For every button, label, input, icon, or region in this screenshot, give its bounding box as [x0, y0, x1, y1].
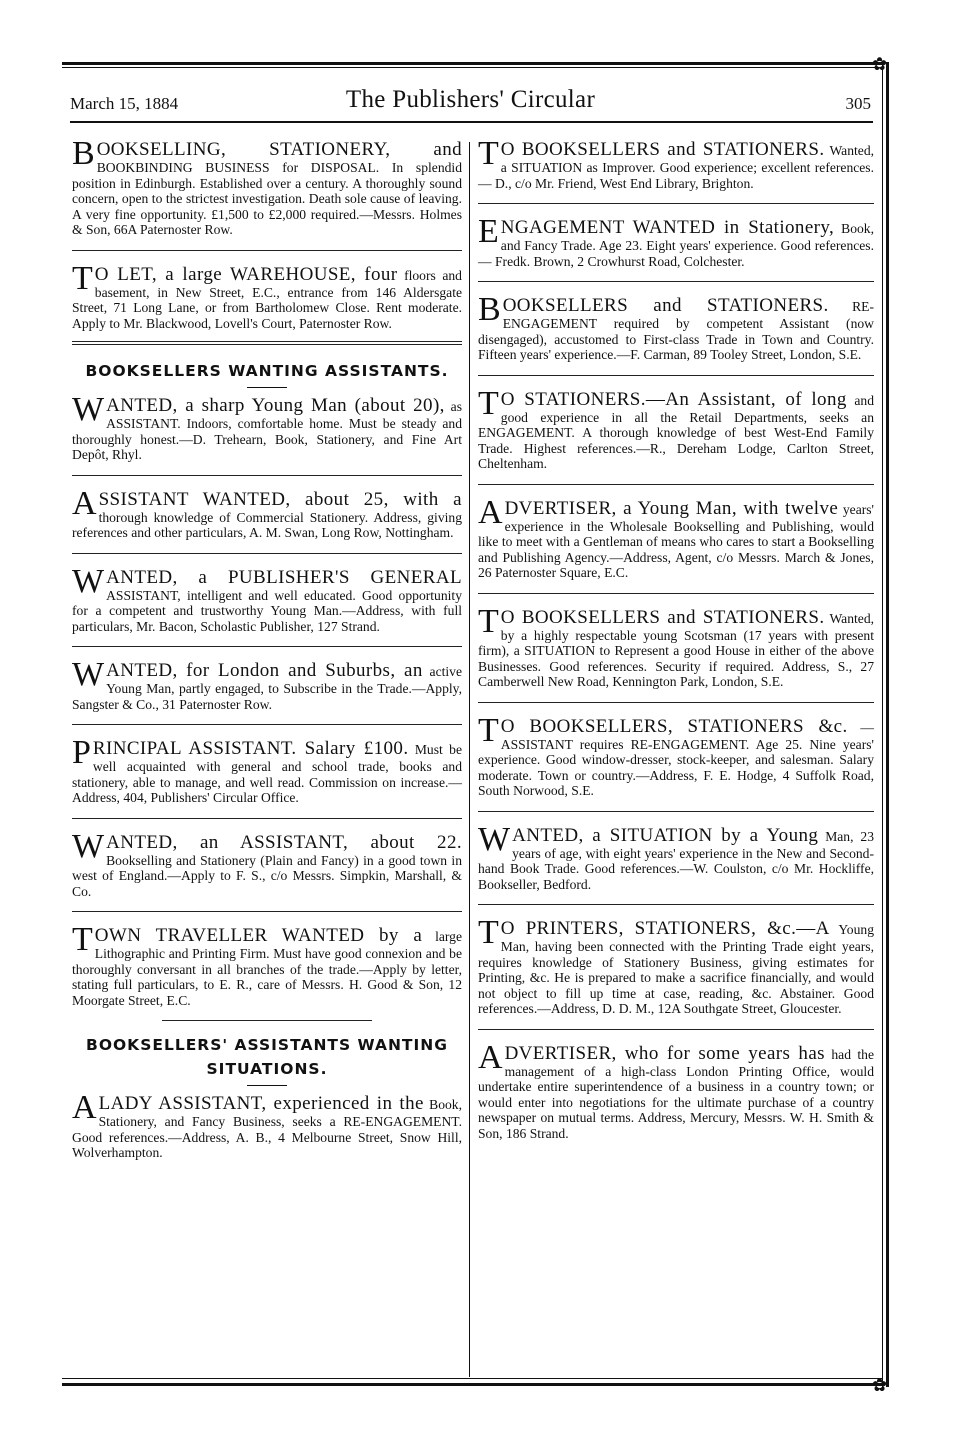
advertisement [478, 1038, 874, 1142]
section-dash [247, 387, 287, 388]
drop-cap: T [72, 259, 93, 297]
drop-cap: T [478, 135, 499, 172]
drop-cap: B [72, 135, 95, 172]
drop-cap: T [478, 711, 499, 749]
drop-cap: W [72, 562, 105, 600]
ad-headline: O STATIONERS.—An Assistant, of long [500, 388, 847, 410]
ad-headline: O BOOKSELLERS, STATIONERS &c. [500, 715, 848, 737]
drop-cap: A [72, 484, 97, 522]
drop-cap: E [478, 213, 499, 250]
advertisement [72, 259, 462, 332]
ad-body: Bookselling and Stationery (Plain and Fancy) in a good town in west of England.—Apply to F. S., c/o Messrs. Simpkin, Marshall, & Co. [72, 852, 462, 899]
ad-headline: ANTED, a SITUATION by a Young [512, 824, 819, 846]
ad-body: Must be well acquainted with general and school trade, books and stationery, able to manage, and well read. Commission on increase.—Address, 404, Publishers' Circular Office. [72, 742, 462, 805]
bottom-border-rule-thin [62, 1378, 883, 1379]
advertisement [478, 711, 874, 799]
top-border-rule-thin [62, 67, 883, 68]
separator-rule [72, 818, 462, 819]
separator-rule [478, 593, 874, 594]
drop-cap: A [72, 1089, 97, 1126]
issue-date: March 15, 1884 [70, 94, 179, 113]
left-column [72, 135, 462, 1161]
section-heading-situations-line2: SITUATIONS. [206, 1060, 328, 1078]
section-heading-situations-line1: BOOKSELLERS' ASSISTANTS WANTING [86, 1036, 448, 1054]
drop-cap: P [72, 734, 91, 771]
right-column [478, 135, 875, 1141]
ad-body: Book, and Fancy Trade. Age 23. Eight years' experience. Good references. — Fredk. Brown, 2 Crowhurst Road, Colchester. [478, 221, 874, 269]
ad-headline: O BOOKSELLERS and STATIONERS. [500, 139, 825, 160]
ad-body: Wanted, by a highly respectable young Scotsman (17 years with present firm), a SITUATION to Represent a good House in either of the above Businesses. Good references. Security if required. Address, S., 27 Camberwell New Road, Kennington Park, London, S.E. [478, 610, 875, 689]
page-header [70, 86, 871, 116]
drop-cap: T [478, 602, 499, 640]
separator-rule [72, 646, 462, 647]
advertisement [478, 291, 875, 363]
ad-headline: O BOOKSELLERS and STATIONERS. [500, 606, 825, 628]
ad-body: large Lithographic and Printing Firm. Must have good connexion and be thoroughly conversant in all branches of the trade.—Apply by letter, stating full particulars, to E. R., care of Messrs. H. Good & Son, 12 Moorgate Street, E.C. [72, 929, 462, 1008]
ad-headline: OWN TRAVELLER WANTED by a [94, 925, 423, 946]
ad-headline: RINCIPAL ASSISTANT. Salary £100. [92, 738, 409, 759]
advertisement [72, 734, 462, 806]
advertisement [72, 562, 462, 635]
separator-rule [478, 281, 874, 282]
ad-headline: ANTED, for London and Suburbs, an [106, 660, 423, 681]
bottom-border-rule [62, 1383, 883, 1386]
separator-rule [478, 375, 874, 376]
ad-body: Wanted, a SITUATION as Improver. Good experience; excellent references.— D., c/o Mr. Friend, West End Library, Brighton. [478, 143, 875, 191]
ad-headline: O LET, a large WAREHOUSE, four [94, 263, 398, 285]
drop-cap: B [478, 291, 501, 328]
separator-rule [478, 904, 874, 905]
separator-rule [478, 702, 874, 703]
ad-headline: ANTED, an ASSISTANT, about 22. [106, 831, 462, 853]
top-border-rule [62, 62, 883, 65]
advertisement [478, 820, 874, 893]
advertisement [478, 213, 874, 269]
ad-body: ASSISTANT, intelligent and well educated. Good opportunity for a competent and trustworthy Young Man.—Address, with full particulars, Mr. Bacon, Scholastic Publisher, 127 Strand. [72, 587, 462, 634]
page-number: 305 [845, 94, 871, 113]
ad-headline: DVERTISER, a Young Man, with twelve [504, 497, 839, 519]
ad-body: as ASSISTANT. Indoors, comfortable home. Must be steady and thoroughly honest.—D. Trehearn, Book, Stationery, and Fine Art Depôt, Rhyl. [72, 399, 462, 462]
advertisement [72, 1089, 462, 1161]
drop-cap: A [478, 493, 503, 531]
drop-cap: T [478, 384, 499, 422]
right-border-rule [886, 62, 889, 1387]
separator-rule [478, 811, 874, 812]
ad-body: —ASSISTANT requires RE-ENGAGEMENT. Age 25. Nine years' experience. Good window-dresser, stock-keeper, and salesman. Salary moderate. Town or country.—Address, F. E. Hodge, 4 Suffolk Road, South Norwood, S.E. [478, 719, 874, 798]
drop-cap: W [72, 827, 105, 865]
separator-rule [72, 475, 462, 476]
advertisement [72, 484, 462, 541]
advertisement [478, 135, 875, 191]
separator-rule [162, 1020, 372, 1021]
advertisement [72, 921, 462, 1008]
ad-body: Man, 23 years of age, with eight years' experience in the New and Second-hand Book Trade. Good references.—W. Coulston, c/o Mr. Hockliffe, Bookseller, Bedford. [478, 828, 874, 892]
column-divider [469, 142, 470, 1377]
ad-headline: ANTED, a sharp Young Man (about 20), [106, 395, 445, 416]
ad-body: Book, Stationery, and Fancy Business, seeks a RE-ENGAGEMENT. Good references.—Address, A. B., 4 Melbourne Street, Snow Hill, Wolverhampton. [72, 1097, 462, 1160]
advertisement [478, 602, 875, 690]
drop-cap: W [478, 820, 511, 858]
corner-ornament-icon: ✿ [872, 1375, 888, 1395]
drop-cap: T [478, 914, 499, 951]
corner-ornament-icon: ✿ [872, 54, 888, 74]
ad-headline: OOKSELLERS and STATIONERS. [502, 295, 829, 316]
ad-body: Young Man, having been connected with the Printing Trade eight years, requires knowledge of Stationery Business, giving estimates for Printing, &c. He is prepared to make a sacrifice financially, and would not object to fill up time at case, reading, &c. Abstainer. Good references.—Address, D. D. M., 12A Southgate Street, Gloucester. [478, 922, 874, 1016]
ad-body: and good experience in all the Retail Departments, seeks an ENGAGEMENT. A thorough knowledge of best West-End Family Trade. Highest references.—R., Dereham Lodge, Carlton Street, Cheltenham. [478, 392, 874, 471]
separator-rule [72, 250, 462, 251]
ad-body: RE-ENGAGEMENT required by competent Assistant (now disengaged), accustomed to First-class Trade in Town and Country. Fifteen years' experience.—F. Carman, 89 Tooley Street, London, S.E. [478, 299, 875, 362]
advertisement [478, 914, 874, 1017]
separator-rule [478, 484, 874, 485]
ad-headline: DVERTISER, who for some years has [504, 1042, 825, 1064]
ad-headline: NGAGEMENT WANTED in Stationery, [500, 217, 835, 238]
separator-rule [72, 553, 462, 554]
section-dash [247, 1085, 287, 1086]
ad-body: thorough knowledge of Commercial Stationery. Address, giving references and other particulars, A. M. Swan, Long Row, Nottingham. [72, 509, 462, 540]
separator-rule [478, 1029, 874, 1030]
drop-cap: T [72, 921, 93, 958]
advertisement [72, 827, 462, 900]
ad-headline: O PRINTERS, STATIONERS, &c.—A [500, 918, 830, 939]
ad-body: active Young Man, partly engaged, to Subscribe in the Trade.—Apply, Sangster & Co., 31 Paternoster Row. [72, 664, 462, 712]
drop-cap: W [72, 656, 105, 693]
ad-body: floors and basement, in New Street, E.C., entrance from 146 Aldersgate Street, 71 Long Lane, or from Bartholomew Close. Rent moderate. Apply to Mr. Blackwood, Lovell's Court, Paternoster Row. [72, 267, 462, 331]
advertisement [72, 135, 462, 238]
drop-cap: W [72, 391, 105, 428]
separator-rule [478, 203, 874, 204]
ad-headline: LADY ASSISTANT, experienced in the [98, 1093, 424, 1114]
ad-body: years' experience in the Wholesale Bookselling and Publishing, would like to meet with a Gentleman of means who cares to start a Bookselling and Publishing Agency.—Address, Agent, c/o Messrs. March & Jones, 26 Paternoster Square, E.C. [478, 501, 874, 580]
separator-rule [72, 724, 462, 725]
separator-rule [72, 911, 462, 912]
ad-headline: SSISTANT WANTED, about 25, with a [98, 488, 462, 510]
drop-cap: A [478, 1038, 503, 1076]
ad-body: BOOKBINDING BUSINESS for DISPOSAL. In splendid position in Edinburgh. Established over a century. A thoroughly sound concern, open to the strictest investigation. Death sole cause of leaving. A very fine opportunity. £1,500 to £2,000 required.—Messrs. Holmes & Son, 66A Paternoster Row. [72, 160, 462, 237]
ad-headline: OOKSELLING, STATIONERY, and [96, 139, 462, 160]
advertisement [478, 384, 874, 472]
publication-title: The Publishers' Circular [345, 86, 596, 113]
ad-headline: ANTED, a PUBLISHER'S GENERAL [106, 566, 462, 588]
advertisement [72, 656, 462, 712]
advertisement [72, 391, 462, 463]
advertisement [478, 493, 874, 581]
double-rule [72, 341, 462, 345]
right-border-rule-thin [882, 62, 883, 1387]
section-heading-assistants-wanted: BOOKSELLERS WANTING ASSISTANTS. [85, 362, 449, 380]
ad-body: had the management of a high-class London Printing Office, would undertake entire superintendence of a business in a country town; or would enter into negotiations for the ultimate purchase of a country newspaper on mutual terms. Address, Mercury, Messrs. W. H. Smith & Son, 186 Strand. [478, 1046, 874, 1141]
header-rule [70, 121, 873, 123]
